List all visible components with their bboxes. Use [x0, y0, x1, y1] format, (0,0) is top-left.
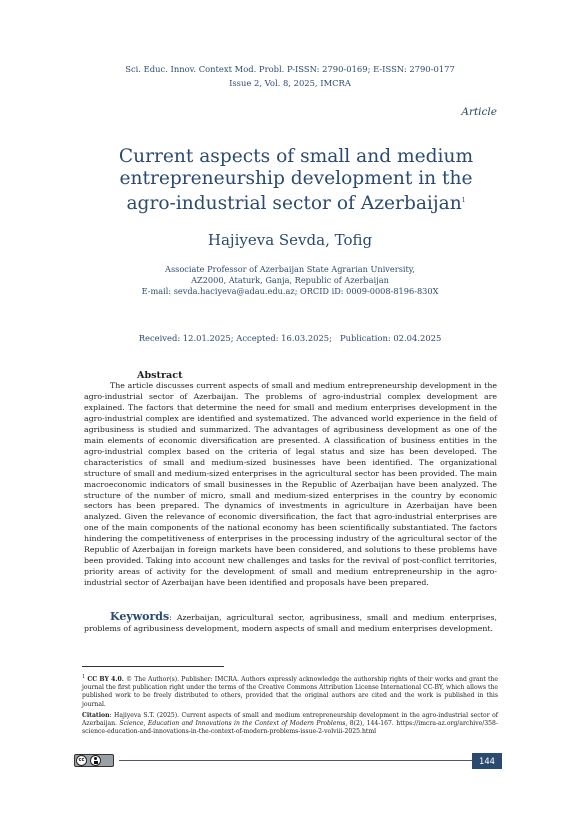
cc-by-license-icon[interactable] — [74, 754, 114, 767]
keywords-label: Keywords — [110, 610, 170, 623]
received-date: Received: 12.01.2025; — [138, 333, 234, 343]
paper-title — [96, 146, 496, 215]
footnote-license-text: © The Author(s). Publisher: IMCRA. Authors expressly acknowledge the authorship rights of their works and grant the journal the first publication right under the terms of the Creative Commons Attribution License International CC-BY, which allows the published work to be freely distributed to others, provided that the original authors are cited and the work is published in this journal. — [82, 676, 498, 708]
paper-title-text: Current aspects of small and medium entrepreneurship development in the agro-industrial sector of Azerbaijan — [118, 146, 474, 214]
footnote-divider — [82, 666, 224, 667]
footnote-license — [82, 673, 498, 709]
footnote-mark: 1 — [82, 674, 86, 680]
footer-rule — [119, 760, 475, 761]
title-footnote-mark[interactable]: 1 — [461, 197, 466, 204]
abstract-heading: Abstract — [137, 370, 183, 381]
author-name: Hajiyeva Sevda, Tofig — [207, 231, 373, 249]
publication-dates — [0, 333, 580, 343]
keywords-paragraph — [84, 612, 497, 635]
journal-header: Sci. Educ. Innov. Context Mod. Probl. P-ISSN: 2790-0169; E-ISSN: 2790-0177 — [125, 64, 455, 74]
article-type-label: Article — [461, 106, 497, 118]
citation-journal: Science, Education and Innovations in the Context of Modern Problems — [119, 720, 346, 728]
footnote-license-label: CC BY 4.0. — [87, 676, 124, 684]
accepted-date: Accepted: 16.03.2025; — [236, 333, 332, 343]
citation-label: Citation — [82, 712, 110, 719]
citation-text: : Hajiyeva S.T. (2025). Current aspects of small and medium entrepreneurship development in the agro-industrial sector of Azerbaijan. — [82, 712, 498, 728]
author-position: Associate Professor of Azerbaijan State Agrarian University, — [165, 264, 415, 274]
author-affiliation — [0, 264, 580, 297]
attribution-person-icon — [90, 755, 101, 766]
author-contact[interactable]: E-mail: sevda.haciyeva@adau.edu.az; ORCID iD: 0009-0008-8196-830X — [141, 286, 439, 296]
issue-line: Issue 2, Vol. 8, 2025, IMCRA — [229, 78, 351, 88]
page-number: 144 — [472, 753, 502, 769]
page-footer — [74, 753, 502, 769]
abstract-body: The article discusses current aspects of small and medium entrepreneurship development in the agro-industrial sector of Azerbaijan. The problems of agro-industrial complex development are explained. The factors that determine the need for small and medium enterprises development in the agro-industrial complex are identified and systematized. The advanced world experience in the field of agribusiness is studied and summarized. The advantages of agribusiness development as one of the main elements of economic diversification are presented. A classification of business entities in the agro-industrial complex based on the criteria of legal status and size has been developed. The characteristics of small and medium-sized businesses have been identified. The organizational structure of small and medium-sized enterprises in the agricultural sector has been provided. The main macroeconomic indicators of small businesses in the Republic of Azerbaijan have been analyzed. The structure of the number of micro, small and medium-sized enterprises in the country by economic sectors has been prepared. The dynamics of investments in agriculture in Azerbaijan have been analyzed. Given the relevance of economic diversification, the fact that agro-industrial enterprises are one of the main components of the national economy has been scientifically substantiated. The factors hindering the competitiveness of enterprises in the processing industry of the agricultural sector of the Republic of Azerbaijan in foreign markets have been considered, and solutions to these problems have been provided. Taking into account new challenges and tasks for the revival of post-conflict territories, priority areas of activity for the development of small and medium entrepreneurship in the agro-industrial sector of Azerbaijan have been identified and proposals have been prepared. — [84, 381, 497, 588]
citation-block — [82, 712, 498, 737]
cc-icon: cc — [76, 755, 87, 766]
published-date: Publication: 02.04.2025 — [339, 333, 442, 343]
author-address: AZ2000, Ataturk, Ganja, Republic of Azerbaijan — [191, 275, 389, 285]
citation-tail[interactable]: , 8(2), 144-167. https://imcra-az.org/archive/358-science-education-and-innovations-in-the-context-of-modern-problems-issue-2-volviii-2025.html — [82, 720, 498, 736]
keywords-text: : Azerbaijan, agricultural sector, agribusiness, small and medium enterprises, problems of agribusiness development, modern aspects of small and medium enterprises development. — [84, 613, 497, 633]
